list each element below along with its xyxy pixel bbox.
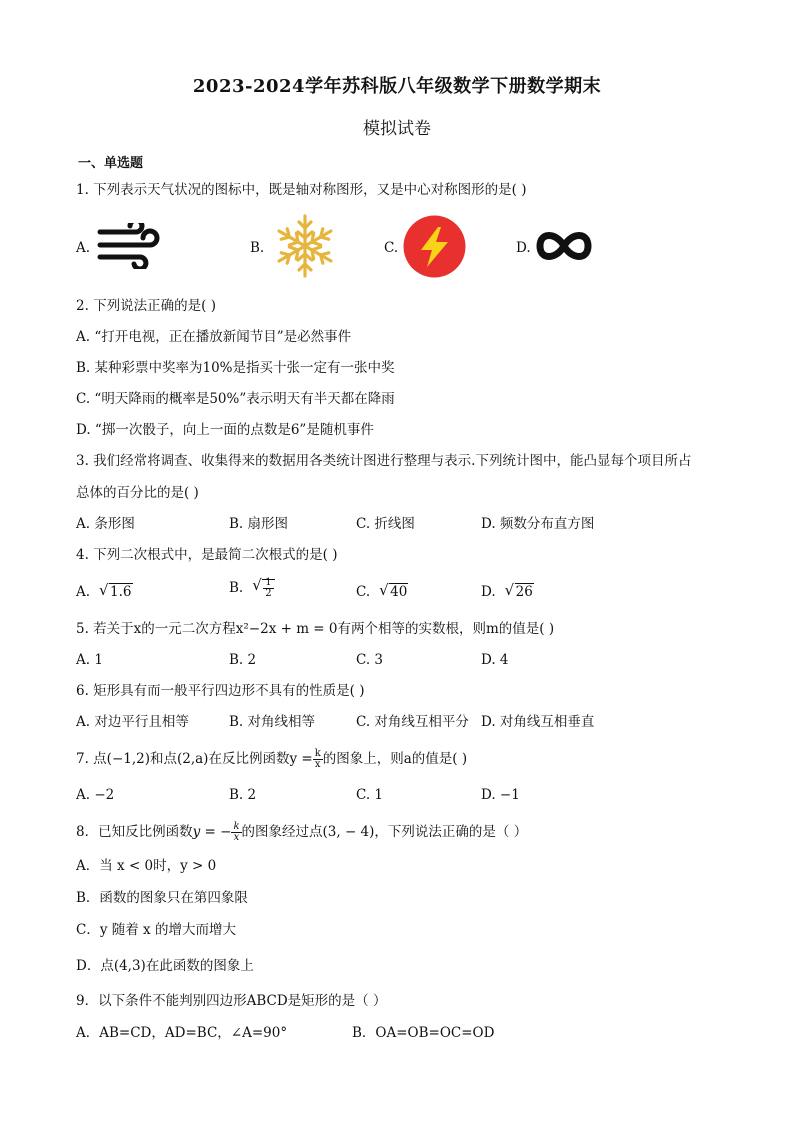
q9-option-a: A．AB=CD，AD=BC，∠A=90° [76,1025,288,1041]
q7-option-c: C. 1 [356,787,384,803]
sqrt-symbol [506,583,534,601]
q4-option-b [229,578,275,599]
q8-option-a: A．当 x < 0时，y > 0 [76,858,217,874]
sqrt-symbol [100,583,132,601]
q7-option-d: D. −1 [481,787,520,803]
lightning-icon [403,215,466,278]
q4-option-a-label: A. [76,584,91,600]
snowflake-icon [271,212,339,280]
question-3-stem-line1: 3. 我们经常将调查、收集得来的数据用各类统计图进行整理与表示.下列统计图中，能凸显每个项目所占 [76,453,692,469]
question-2-stem: 2. 下列说法正确的是( ) [76,298,216,314]
q7-option-b: B. 2 [229,787,257,803]
q5-option-a: A. 1 [76,652,103,668]
fraction-numerator: k [314,748,321,759]
page-title: 2023-2024学年苏科版八年级数学下册数学期末 [192,76,602,97]
q4-radicand-a: 1.6 [110,584,132,600]
fraction-denominator: x [314,759,321,770]
question-4-stem: 4. 下列二次根式中，是最简二次根式的是( ) [76,547,338,563]
q4-radicand-c: 40 [390,584,408,600]
q6-option-c: C. 对角线互相平分 [356,714,469,730]
q4-option-a [76,583,133,601]
q7-stem-part1: 7. 点(−1,2)和点(2,a)在反比例函数y = [76,751,313,767]
sqrt-symbol [380,583,408,601]
q3-option-c: C. 折线图 [356,516,415,532]
question-9-stem: 9．以下条件不能判别四边形ABCD是矩形的是（ ） [76,993,387,1009]
page-subtitle: 模拟试卷 [363,119,431,139]
question-3-stem-line2: 总体的百分比的是( ) [76,485,199,501]
q6-option-a: A. 对边平行且相等 [76,714,189,730]
question-6-stem: 6. 矩形具有而一般平行四边形不具有的性质是( ) [76,683,365,699]
q4-option-c-label: C. [356,584,371,600]
q7-stem-part2: 的图象上，则a的值是( ) [322,751,468,767]
q6-option-d: D. 对角线互相垂直 [481,714,595,730]
q4-option-b-label: B. [229,580,244,596]
q2-option-a: A. “打开电视，正在播放新闻节目”是必然事件 [76,329,352,345]
q6-option-b: B. 对角线相等 [229,714,316,730]
infinity-icon [536,226,592,266]
q2-option-c: C. “明天降雨的概率是50%”表示明天有半天都在降雨 [76,391,395,407]
q4-option-c [356,583,408,601]
q8-option-b: B．函数的图象只在第四象限 [76,890,248,906]
q1-option-c-label: C. [384,240,399,256]
q9-option-b: B．OA=OB=OC=OD [352,1025,495,1041]
q1-option-a-label: A. [76,240,91,256]
q8-function: y = − [192,824,232,840]
fraction-denominator: 2 [265,588,272,599]
q2-option-d: D. “掷一次骰子，向上一面的点数是6”是随机事件 [76,422,374,438]
q7-option-a: A. −2 [76,787,115,803]
q5-option-c: C. 3 [356,652,384,668]
q5-option-d: D. 4 [481,652,509,668]
q8-stem-part1: 8．已知反比例函数 [76,824,193,840]
fraction-denominator: x [233,832,240,843]
q4-option-d [481,583,534,601]
question-1-stem: 1. 下列表示天气状况的图标中，既是轴对称图形，又是中心对称图形的是( ) [76,182,527,198]
question-5-stem: 5. 若关于x的一元二次方程x²−2x + m = 0有两个相等的实数根，则m的值是( ) [76,621,555,637]
q3-option-b: B. 扇形图 [229,516,289,532]
question-7-stem [76,749,467,770]
q5-option-b: B. 2 [229,652,257,668]
fraction-numerator: √ 1 [265,577,272,588]
fraction [263,578,273,599]
q3-option-a: A. 条形图 [76,516,135,532]
wind-icon [96,223,162,269]
fraction [313,749,323,770]
sqrt-symbol [253,578,274,599]
q1-option-d-label: D. [516,240,531,256]
q4-option-d-label: D. [481,584,496,600]
q4-radicand-d: 26 [515,584,533,600]
q1-option-b-label: B. [250,240,265,256]
q2-option-b: B. 某种彩票中奖率为10%是指买十张一定有一张中奖 [76,360,395,376]
q8-stem-part2: 的图象经过点(3, − 4)，下列说法正确的是（ ） [241,824,528,840]
fraction-numerator: k [233,821,240,832]
section-heading: 一、单选题 [78,156,144,171]
question-8-stem [76,822,527,843]
fraction [231,822,241,843]
q8-option-c: C．y 随着 x 的增大而增大 [76,922,236,938]
q3-option-d: D. 频数分布直方图 [481,516,595,532]
q8-option-d: D．点(4,3)在此函数的图象上 [76,958,254,974]
